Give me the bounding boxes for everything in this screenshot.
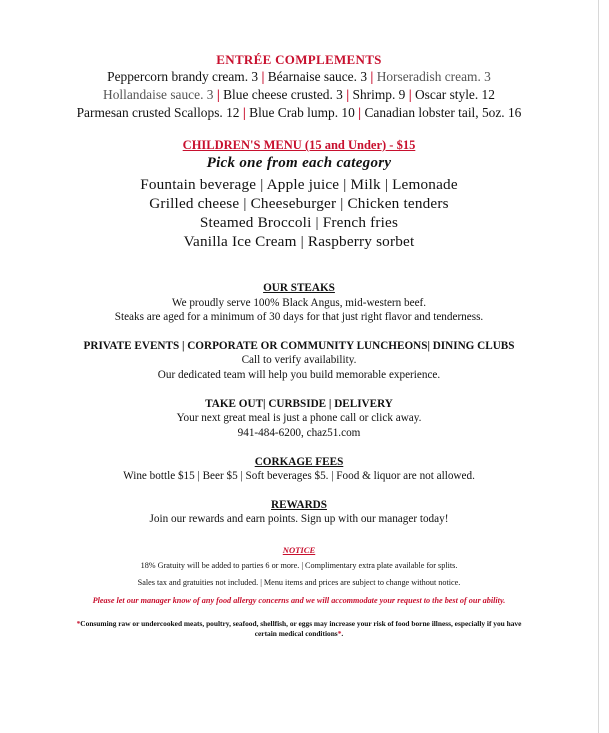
childrens-menu-sides: Steamed Broccoli | French fries bbox=[199, 214, 399, 231]
steaks-line-2: Steaks are aged for a minimum of 30 days for that just right flavor and tenderness. bbox=[114, 311, 484, 323]
steaks-title: OUR STEAKS bbox=[263, 282, 335, 294]
menu-item: Milk bbox=[350, 176, 381, 193]
notice-title: NOTICE bbox=[282, 545, 316, 555]
corkage-line-1: Wine bottle $15 | Beer $5 | Soft beverages $5. | Food & liquor are not allowed. bbox=[123, 470, 475, 482]
takeout-contact: 941-484-6200, chaz51.com bbox=[237, 427, 361, 439]
private-events-line-1: Call to verify availability. bbox=[241, 354, 357, 366]
allergy-notice: Please let our manager know of any food allergy concerns and we will accommodate your request to the best of our ability. bbox=[92, 596, 506, 605]
complement-item: Oscar style. 12 bbox=[415, 87, 495, 102]
complement-item: Horseradish cream. 3 bbox=[376, 69, 491, 84]
consumer-warning-text: certain medical conditions bbox=[254, 629, 338, 638]
page-edge-divider bbox=[598, 0, 599, 733]
consumer-warning-line-2: certain medical conditions*. bbox=[254, 629, 344, 638]
complement-item: Shrimp. 9 bbox=[352, 87, 406, 102]
consumer-warning-text: Consuming raw or undercooked meats, poultry, seafood, shellfish, or eggs may increase your risk of food borne illness, especially if you have bbox=[80, 619, 522, 628]
menu-item: Steamed Broccoli bbox=[199, 214, 312, 231]
childrens-menu-beverages: Fountain beverage | Apple juice | Milk | Lemonade bbox=[140, 176, 458, 193]
menu-item: Raspberry sorbet bbox=[307, 233, 415, 250]
complement-item: Blue Crab lump. 10 bbox=[249, 105, 355, 120]
corkage-title: CORKAGE FEES bbox=[254, 456, 344, 468]
menu-item: Lemonade bbox=[392, 176, 458, 193]
entree-complements-title: ENTRÉE COMPLEMENTS bbox=[216, 52, 382, 67]
entree-complements-line-2: Hollandaise sauce. 3 | Blue cheese crusted. 3 | Shrimp. 9 | Oscar style. 12 bbox=[103, 87, 495, 102]
consumer-warning-line-1: *Consuming raw or undercooked meats, poultry, seafood, shellfish, or eggs may increase your risk of food borne illness, especially if you have bbox=[76, 619, 522, 628]
childrens-menu-mains: Grilled cheese | Cheeseburger | Chicken tenders bbox=[149, 195, 449, 212]
private-events-title: PRIVATE EVENTS | CORPORATE OR COMMUNITY LUNCHEONS| DINING CLUBS bbox=[83, 340, 515, 352]
steaks-line-1: We proudly serve 100% Black Angus, mid-western beef. bbox=[171, 297, 427, 309]
takeout-title: TAKE OUT| CURBSIDE | DELIVERY bbox=[205, 398, 393, 410]
menu-item: French fries bbox=[322, 214, 399, 231]
entree-complements-line-3: Parmesan crusted Scallops. 12 | Blue Crab lump. 10 | Canadian lobster tail, 5oz. 16 bbox=[76, 105, 522, 120]
complement-item: Béarnaise sauce. 3 bbox=[267, 69, 368, 84]
notice-line-1: 18% Gratuity will be added to parties 6 or more. | Complimentary extra plate available for splits. bbox=[140, 561, 458, 570]
complement-item: Blue cheese crusted. 3 bbox=[223, 87, 343, 102]
menu-item: Grilled cheese bbox=[149, 195, 240, 212]
menu-item: Chicken tenders bbox=[347, 195, 449, 212]
menu-item: Cheeseburger bbox=[250, 195, 337, 212]
private-events-line-2: Our dedicated team will help you build memorable experience. bbox=[157, 369, 441, 381]
complement-item: Hollandaise sauce. 3 bbox=[103, 87, 214, 102]
menu-item: Vanilla Ice Cream bbox=[183, 233, 297, 250]
complement-item: Parmesan crusted Scallops. 12 bbox=[76, 105, 240, 120]
rewards-title: REWARDS bbox=[271, 499, 327, 511]
rewards-line-1: Join our rewards and earn points. Sign up with our manager today! bbox=[149, 513, 449, 525]
menu-item: Fountain beverage bbox=[140, 176, 257, 193]
menu-item: Apple juice bbox=[266, 176, 340, 193]
complement-item: Peppercorn brandy cream. 3 bbox=[107, 69, 259, 84]
childrens-menu-desserts: Vanilla Ice Cream | Raspberry sorbet bbox=[183, 233, 415, 250]
notice-line-2: Sales tax and gratuities not included. | Menu items and prices are subject to change without notice. bbox=[137, 578, 461, 587]
entree-complements-line-1: Peppercorn brandy cream. 3 | Béarnaise sauce. 3 | Horseradish cream. 3 bbox=[107, 69, 491, 84]
childrens-menu-subtitle: Pick one from each category bbox=[206, 155, 392, 171]
takeout-line-1: Your next great meal is just a phone call or click away. bbox=[176, 412, 422, 424]
childrens-menu-title: CHILDREN'S MENU (15 and Under) - $15 bbox=[182, 138, 416, 152]
complement-item: Canadian lobster tail, 5oz. 16 bbox=[364, 105, 522, 120]
